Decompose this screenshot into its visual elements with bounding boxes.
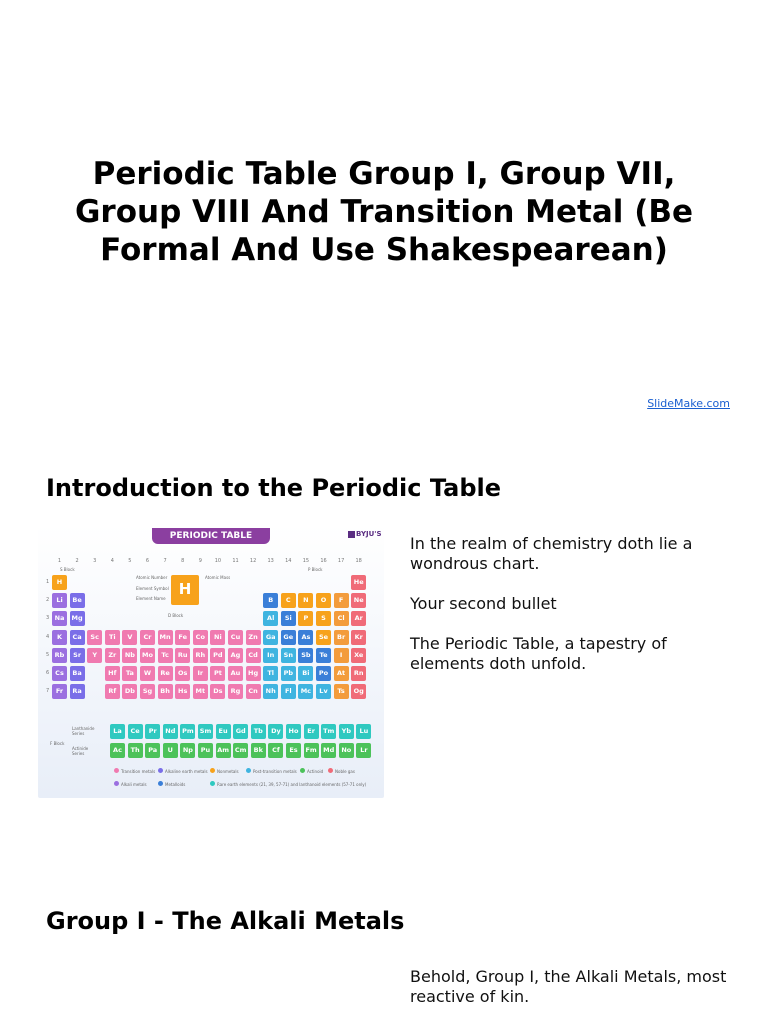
element-tile-sg: Sg [140, 684, 155, 699]
page-title: Periodic Table Group I, Group VII, Group VIII And Transition Metal (Be Formal And Use Shakespearean) [74, 156, 694, 268]
element-tile-sm: Sm [198, 724, 213, 739]
element-tile-re: Re [158, 666, 173, 681]
element-tile-mn: Mn [158, 630, 173, 645]
element-tile-n: N [298, 593, 313, 608]
element-tile-gd: Gd [233, 724, 248, 739]
element-tile-rf: Rf [105, 684, 120, 699]
element-tile-sb: Sb [298, 648, 313, 663]
legend-swatch [158, 781, 163, 786]
element-tile-po: Po [316, 666, 331, 681]
element-tile-pu: Pu [198, 743, 213, 758]
legend-swatch [246, 768, 251, 773]
element-tile-ge: Ge [281, 630, 296, 645]
element-tile-no: No [339, 743, 354, 758]
introduction-bullets [410, 534, 730, 694]
group-number: 17 [337, 558, 345, 564]
element-tile-rg: Rg [228, 684, 243, 699]
period-number: 4 [46, 633, 50, 640]
element-tile-ru: Ru [175, 648, 190, 663]
element-tile-c: C [281, 593, 296, 608]
element-tile-sr: Sr [70, 648, 85, 663]
lanthanide-series-label: Lanthanide Series [72, 726, 95, 736]
bullet-text: The Periodic Table, a tapestry of elements doth unfold. [410, 634, 667, 673]
actinide-series-label: Actinide Series [72, 746, 89, 756]
element-tile-rh: Rh [193, 648, 208, 663]
group-number: 6 [145, 558, 150, 564]
element-tile-h: H [52, 575, 67, 590]
element-tile-xe: Xe [351, 648, 366, 663]
element-tile-eu: Eu [216, 724, 231, 739]
element-tile-zn: Zn [246, 630, 261, 645]
group-number: 18 [355, 558, 362, 564]
group-number: 8 [181, 558, 185, 564]
element-tile-rb: Rb [52, 648, 67, 663]
element-tile-pm: Pm [180, 724, 195, 739]
group-number: 11 [232, 558, 239, 564]
group-number: 9 [198, 558, 202, 564]
element-tile-at: At [334, 666, 349, 681]
element-tile-k: K [52, 630, 67, 645]
element-tile-tc: Tc [158, 648, 173, 663]
bullet-text: In the realm of chemistry doth lie a wondrous chart. [410, 534, 693, 573]
element-tile-ca: Ca [70, 630, 85, 645]
element-tile-be: Be [70, 593, 85, 608]
s-block-label: S Block [60, 567, 75, 572]
byjus-logo [348, 530, 382, 538]
element-tile-ni: Ni [210, 630, 225, 645]
element-tile-tl: Tl [263, 666, 278, 681]
key-atomic-mass-label: Atomic Mass [205, 575, 231, 580]
element-tile-sn: Sn [281, 648, 296, 663]
element-tile-bi: Bi [298, 666, 313, 681]
legend-label: Post-transition metals [253, 769, 297, 774]
group-number: 1 [57, 558, 62, 564]
element-tile-cr: Cr [140, 630, 155, 645]
element-tile-rn: Rn [351, 666, 366, 681]
p-block-label: P Block [308, 567, 323, 572]
element-tile-pt: Pt [210, 666, 225, 681]
element-tile-lu: Lu [356, 724, 371, 739]
element-tile-la: La [110, 724, 125, 739]
element-tile-as: As [298, 630, 313, 645]
legend-label: Alkaline earth metals [165, 769, 208, 774]
element-tile-si: Si [281, 611, 296, 626]
element-tile-ti: Ti [105, 630, 120, 645]
element-tile-s: S [316, 611, 331, 626]
element-tile-ac: Ac [110, 743, 125, 758]
element-tile-hf: Hf [105, 666, 120, 681]
element-tile-bh: Bh [158, 684, 173, 699]
legend-swatch [210, 768, 215, 773]
element-tile-bk: Bk [251, 743, 266, 758]
group-number: 2 [75, 558, 79, 564]
period-number: 6 [46, 670, 50, 676]
group-number: 3 [93, 558, 97, 564]
element-tile-li: Li [52, 593, 67, 608]
element-tile-ts: Ts [334, 684, 349, 699]
element-tile-es: Es [286, 743, 301, 758]
element-tile-nd: Nd [163, 724, 178, 739]
element-tile-au: Au [228, 666, 243, 681]
element-tile-cn: Cn [246, 684, 261, 699]
element-tile-ar: Ar [351, 611, 366, 626]
group-number: 12 [249, 558, 257, 564]
element-tile-mo: Mo [140, 648, 155, 663]
key-element-symbol-label: Element Symbol [136, 586, 169, 591]
element-tile-v: V [122, 630, 137, 645]
element-tile-ne: Ne [351, 593, 366, 608]
element-tile-hs: Hs [175, 684, 190, 699]
element-tile-yb: Yb [339, 724, 354, 739]
element-tile-lv: Lv [316, 684, 331, 699]
section-heading-introduction: Introduction to the Periodic Table [46, 474, 502, 502]
element-tile-br: Br [334, 630, 349, 645]
element-tile-na: Na [52, 611, 67, 626]
element-tile-pa: Pa [145, 743, 160, 758]
element-tile-cm: Cm [233, 743, 248, 758]
element-tile-er: Er [304, 724, 319, 739]
element-tile-mc: Mc [298, 684, 313, 699]
group-number: 14 [285, 558, 292, 564]
element-tile-cf: Cf [268, 743, 283, 758]
section-heading-alkali-metals: Group I - The Alkali Metals [46, 907, 405, 935]
element-tile-sc: Sc [87, 630, 102, 645]
element-tile-y: Y [87, 648, 102, 663]
element-tile-fm: Fm [304, 743, 319, 758]
element-tile-al: Al [263, 611, 278, 626]
element-tile-cu: Cu [228, 630, 243, 645]
legend-label: Transition metals [121, 769, 156, 774]
group-number: 16 [320, 558, 327, 564]
element-tile-mt: Mt [193, 684, 208, 699]
legend-swatch [328, 768, 333, 773]
legend-label: Metalloids [165, 782, 186, 787]
periodic-table-banner: PERIODIC TABLE [152, 528, 270, 544]
element-tile-hg: Hg [246, 666, 261, 681]
periodic-table-image [38, 525, 384, 798]
bullet-text: Behold, Group I, the Alkali Metals, most reactive of kin. [410, 967, 727, 1006]
element-tile-p: P [298, 611, 313, 626]
element-tile-i: I [334, 648, 349, 663]
legend-label: Noble gas [335, 769, 355, 774]
byjus-logo-text: BYJU'S [356, 530, 382, 538]
element-tile-tm: Tm [321, 724, 336, 739]
group-number: 4 [110, 558, 114, 564]
element-tile-fe: Fe [175, 630, 190, 645]
group-number: 15 [302, 558, 310, 564]
element-tile-nh: Nh [263, 684, 278, 699]
period-number: 7 [46, 688, 50, 695]
element-tile-b: B [263, 593, 278, 608]
element-tile-he: He [351, 575, 366, 590]
period-number: 2 [46, 597, 50, 604]
bullet-text: Your second bullet [410, 594, 557, 613]
element-tile-nb: Nb [122, 648, 137, 663]
period-number: 1 [46, 579, 50, 585]
f-block-label: F Block [50, 741, 65, 746]
element-tile-fr: Fr [52, 684, 67, 699]
element-tile-am: Am [216, 743, 231, 758]
element-tile-in: In [263, 648, 278, 663]
element-tile-cs: Cs [52, 666, 67, 681]
element-tile-pr: Pr [145, 724, 160, 739]
element-tile-pb: Pb [281, 666, 296, 681]
element-tile-th: Th [128, 743, 143, 758]
alkali-bullets [410, 967, 730, 1027]
period-number: 3 [46, 615, 50, 622]
period-number: 5 [46, 651, 50, 658]
element-tile-cd: Cd [246, 648, 261, 663]
legend-swatch [210, 781, 215, 786]
legend-label: Rare earth elements (21, 39, 57-71) and lanthanoid elements (57-71 only) [217, 782, 367, 787]
legend-swatch [114, 768, 119, 773]
legend-label: Nonmetals [217, 769, 239, 774]
key-atomic-number-label: Atomic Number [136, 575, 168, 580]
element-tile-fl: Fl [281, 684, 296, 699]
element-tile-np: Np [180, 743, 195, 758]
element-tile-co: Co [193, 630, 208, 645]
element-tile-kr: Kr [351, 630, 366, 645]
legend-label: Alkali metals [121, 782, 147, 787]
key-element-tile: H [171, 575, 199, 605]
element-tile-tb: Tb [251, 724, 266, 739]
element-tile-og: Og [351, 684, 366, 699]
group-number: 5 [128, 558, 132, 564]
element-tile-db: Db [122, 684, 137, 699]
group-number: 13 [267, 558, 274, 564]
legend-label: Actinoid [307, 769, 324, 774]
element-tile-ce: Ce [128, 724, 143, 739]
legend-swatch [158, 768, 163, 773]
element-tile-se: Se [316, 630, 331, 645]
element-tile-os: Os [175, 666, 190, 681]
element-tile-w: W [140, 666, 155, 681]
element-tile-pd: Pd [210, 648, 225, 663]
group-number: 7 [163, 558, 167, 564]
legend-swatch [114, 781, 119, 786]
element-tile-mg: Mg [70, 611, 85, 626]
element-tile-ba: Ba [70, 666, 85, 681]
element-tile-zr: Zr [105, 648, 120, 663]
element-tile-ga: Ga [263, 630, 278, 645]
slidemake-link[interactable]: SlideMake.com [647, 397, 730, 410]
group-number: 10 [214, 558, 222, 564]
element-tile-ag: Ag [228, 648, 243, 663]
d-block-label: D Block [168, 613, 184, 618]
element-tile-o: O [316, 593, 331, 608]
element-tile-f: F [334, 593, 349, 608]
element-tile-u: U [163, 743, 178, 758]
element-tile-lr: Lr [356, 743, 371, 758]
element-tile-ho: Ho [286, 724, 301, 739]
element-tile-ta: Ta [122, 666, 137, 681]
element-tile-md: Md [321, 743, 336, 758]
legend-swatch [300, 768, 305, 773]
element-tile-ra: Ra [70, 684, 85, 699]
element-tile-te: Te [316, 648, 331, 663]
element-tile-ds: Ds [210, 684, 225, 699]
element-tile-cl: Cl [334, 611, 349, 626]
element-tile-ir: Ir [193, 666, 208, 681]
key-element-name-label: Element Name [136, 596, 166, 601]
element-tile-dy: Dy [268, 724, 283, 739]
